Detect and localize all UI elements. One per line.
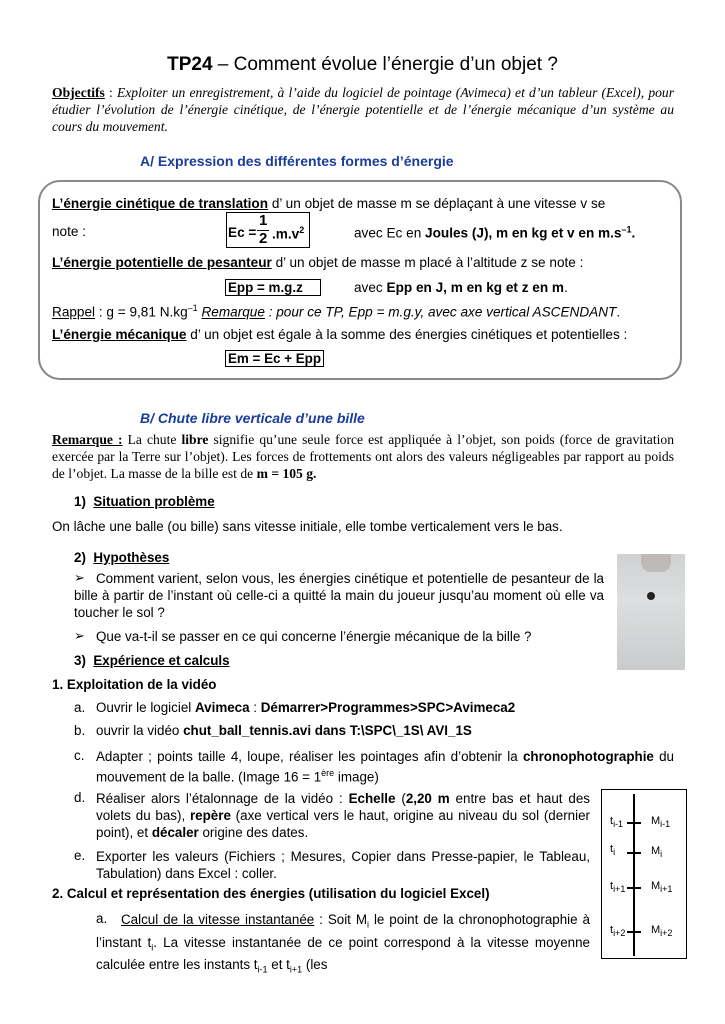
ball-drop-photo xyxy=(617,554,685,670)
step-b-letter: b. xyxy=(74,723,86,738)
label-m: $M_{i-1}$ xyxy=(651,815,671,830)
energy-section-title: 2. Calcul et représentation des énergies (utilisation du logiciel Excel) xyxy=(52,886,490,901)
objectives-label: Objectifs xyxy=(52,85,105,100)
tick-mark xyxy=(627,931,641,933)
label-t: $t_{i-1}$ xyxy=(610,815,624,830)
hypothesis-question-2: Que va-t-il se passer en ce qui concerne l’énergie mécanique de la bille ? xyxy=(96,629,532,644)
step-a-letter: a. xyxy=(74,700,86,715)
em-formula: Em = Ec + Epp xyxy=(225,350,324,367)
situation-heading: 1) Situation problème xyxy=(74,494,215,509)
bullet-arrow-icon: ➢ xyxy=(74,570,85,585)
hypothesis-question-1: Comment varient, selon vous, les énergies cinétique et potentielle de pesanteur de la bille à partir de l’instant où celle-ci a quitté la main du joueur jusqu’au moment où elle va toucher le sol ? xyxy=(74,571,604,620)
objectives-text: Exploiter un enregistrement, à l’aide du logiciel de pointage (Avimeca) et d’un tableur (Excel), pour étudier l’évolution de l’énergie cinétique, de l’énergie potentielle et de l’énergie mécanique d’un système au cours du mouvement. xyxy=(52,85,674,134)
step-2a-letter: a. xyxy=(96,911,108,926)
rappel-line: Rappel : g = 9,81 $N.kg^{-1}$ Remarque : pour ce TP, Epp = m.g.y, avec axe vertical ASCENDANT. xyxy=(52,303,621,320)
hypotheses-heading: 2) Hypothèses xyxy=(74,550,170,565)
tick-mark xyxy=(627,887,641,889)
step-e: Exporter les valeurs (Fichiers ; Mesures, Copier dans Presse-papier, le Tableau, Tabulation) dans Excel : coller. xyxy=(96,849,590,881)
situation-text: On lâche une balle (ou bille) sans vitesse initiale, elle tombe verticalement vers le bas. xyxy=(52,519,563,534)
epp-definition: L’énergie potentielle de pesanteur d’ un objet de masse m placé à l’altitude z se note : xyxy=(52,255,584,270)
step-2a: Calcul de la vitesse instantanée : Soit $M_i$ le point de la chronophotographie à l’instant $t_i$. La vitesse instantanée de ce point correspond à la vitesse moyenne calculée entre les instants $t_{i-1}$ et $t_{i+1}$ (les xyxy=(96,912,591,976)
ec-units: avec Ec en Joules (J), m en kg et v en $m.s^{-1}$. xyxy=(354,224,636,241)
page-title: TP24 – Comment évolue l’énergie d’un objet ? xyxy=(167,54,558,75)
em-definition: L’énergie mécanique d’ un objet est égale à la somme des énergies cinétiques et potentielles : xyxy=(52,327,628,342)
label-t: $t_{i+2}$ xyxy=(610,924,626,939)
label-t: $t_{i+1}$ xyxy=(610,880,626,895)
chronophotography-diagram xyxy=(601,789,687,959)
step-b: ouvrir la vidéo chut_ball_tennis.avi dans T:\SPC\_1S\ AVI_1S xyxy=(96,723,472,738)
label-m: $M_i$ xyxy=(651,845,663,860)
step-e-letter: e. xyxy=(74,848,86,863)
ball xyxy=(647,592,655,600)
step-d: Réaliser alors l’étalonnage de la vidéo : Echelle (2,20 m entre bas et haut des volets du bas), repère (axe vertical vers le haut, origine au niveau du sol (dernier point), et décaler origine des dates. xyxy=(96,791,590,840)
experience-heading: 3) Expérience et calculs xyxy=(74,653,230,668)
video-section-title: 1. Exploitation de la vidéo xyxy=(52,677,217,692)
section-a-heading: A/ Expression des différentes formes d’énergie xyxy=(140,153,454,169)
tick-mark xyxy=(627,852,641,854)
step-c: Adapter ; points taille 4, loupe, réaliser les pointages afin d’obtenir la chronophotographie du mouvement de la balle. (Image 16 = 1ère image) xyxy=(96,749,674,785)
epp-formula: Epp = m.g.z xyxy=(225,279,321,296)
epp-units: avec Epp en J, m en kg et z en m. xyxy=(354,280,568,295)
label-t: $t_i$ xyxy=(610,843,616,858)
step-d-letter: d. xyxy=(74,790,86,805)
step-a: Ouvrir le logiciel Avimeca : Démarrer>Programmes>SPC>Avimeca2 xyxy=(96,700,516,715)
ec-definition: L’énergie cinétique de translation d’ un objet de masse m se déplaçant à une vitesse v se xyxy=(52,196,606,211)
step-c-letter: c. xyxy=(74,748,85,763)
remarque-paragraph: Remarque : La chute libre signifie qu’une seule force est appliquée à l’objet, son poids (force de gravitation exercée par la Terre sur l’objet). Les forces de frottements ont alors des valeurs négligeables par rapport au poids de l’objet. La masse de la bille est de m = 105 g. xyxy=(52,432,674,481)
tick-mark xyxy=(627,822,641,824)
objectives: Objectifs : Exploiter un enregistrement, à l’aide du logiciel de pointage (Avimeca) et d’un tableur (Excel), pour étudier l’évolution de l’énergie cinétique, de l’énergie potentielle et de l’énergie mécanique d’un système au cours du mouvement. xyxy=(52,85,674,134)
ec-formula: Ec = 1 2 $.m.v^2$ xyxy=(226,212,310,248)
label-m: $M_{i+2}$ xyxy=(651,924,673,939)
label-m: $M_{i+1}$ xyxy=(651,880,673,895)
note-label: note : xyxy=(52,224,87,239)
bullet-arrow-icon: ➢ xyxy=(74,628,85,643)
section-b-heading: B/ Chute libre verticale d’une bille xyxy=(140,410,365,426)
